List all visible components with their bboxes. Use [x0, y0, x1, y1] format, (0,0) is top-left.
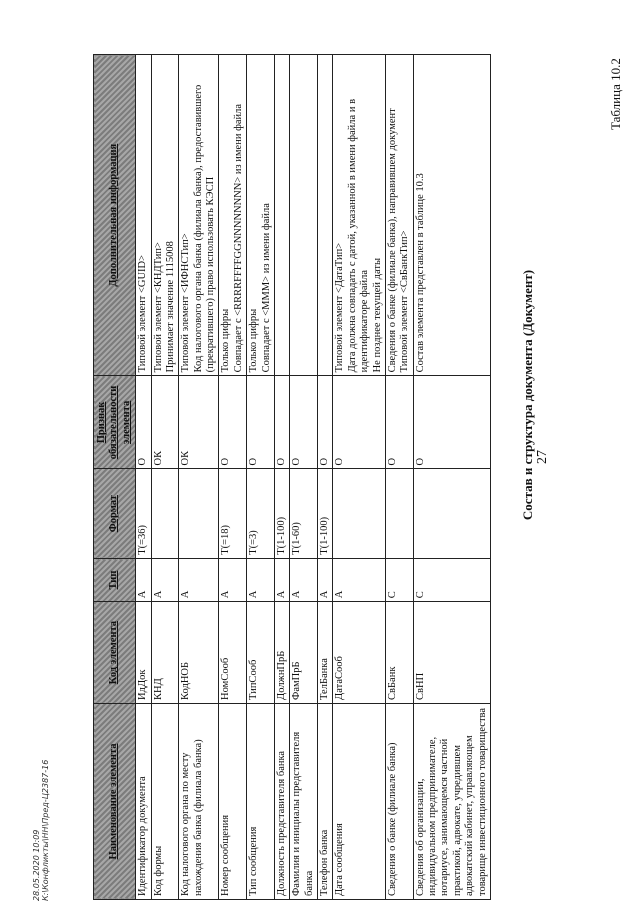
footer-path: К:\Конфликты\НН\Пред-Ц2387-16 [40, 759, 50, 901]
table-header-row [94, 55, 136, 900]
cell-type: А [274, 558, 289, 601]
cell-type: А [151, 558, 179, 601]
table-row [385, 55, 413, 900]
cell-format [413, 469, 490, 558]
cell-format: Т(=3) [247, 469, 275, 558]
cell-info [318, 55, 333, 376]
cell-info: Только цифры Совпадает с <RRRRFFFFGGNNNNNNNN> из имени файла [219, 55, 247, 376]
cell-mandatory: О [290, 376, 318, 469]
cell-code: ТелБанка [318, 602, 333, 704]
header-format: Формат [94, 469, 136, 558]
cell-format [179, 469, 219, 558]
cell-type: А [179, 558, 219, 601]
page-number: 27 [535, 450, 550, 464]
header-type: Тип [94, 558, 136, 601]
cell-code: ИдДок [136, 602, 151, 704]
cell-mandatory: О [247, 376, 275, 469]
table-title: Состав и структура документа (Документ) [520, 269, 535, 521]
cell-mandatory: ОК [179, 376, 219, 469]
cell-type: А [247, 558, 275, 601]
table-row [151, 55, 179, 900]
cell-code: СвНП [413, 602, 490, 704]
cell-name: Сведения об организации, индивидуальном предпринимателе, нотариусе, занимающемся частной практикой, адвокате, учредившем адвокатский кабинет, управляющем товарище инвестиционного товарищества [413, 703, 490, 899]
cell-mandatory: ОК [151, 376, 179, 469]
table-row [318, 55, 333, 900]
cell-info: Типовой элемент <КНДТип> Принимает значение 1115008 [151, 55, 179, 376]
cell-info: Состав элемента представлен в таблице 10.3 [413, 55, 490, 376]
table-row [247, 55, 275, 900]
table-label: Таблица 10.2 [608, 58, 623, 130]
cell-code: ФамПрБ [290, 602, 318, 704]
cell-format: Т(=18) [219, 469, 247, 558]
cell-format [333, 469, 386, 558]
cell-mandatory: О [333, 376, 386, 469]
table-row [290, 55, 318, 900]
table-row [136, 55, 151, 900]
cell-mandatory: О [219, 376, 247, 469]
header-mandatory: Признак обязательности элемента [94, 376, 136, 469]
cell-type: А [290, 558, 318, 601]
cell-name: Фамилия и инициалы представителя банка [290, 703, 318, 899]
cell-type: А [318, 558, 333, 601]
cell-mandatory: О [136, 376, 151, 469]
footer-stamp [33, 760, 51, 901]
cell-format [151, 469, 179, 558]
header-name: Наименование элемента [94, 703, 136, 899]
cell-code: КодНОБ [179, 602, 219, 704]
cell-name: Номер сообщения [219, 703, 247, 899]
footer-date: 28.05.2020 10:09 [32, 829, 41, 901]
cell-type: С [385, 558, 413, 601]
cell-code: ДолжнПрБ [274, 602, 289, 704]
table-row [413, 55, 490, 900]
cell-format: Т(1-100) [318, 469, 333, 558]
cell-name: Идентификатор документа [136, 703, 151, 899]
cell-info: Сведения о банке (филиале банка), направившем документ Типовой элемент <СвБанкТип> [385, 55, 413, 376]
cell-type: А [136, 558, 151, 601]
cell-type: А [333, 558, 386, 601]
table-row [274, 55, 289, 900]
cell-name: Дата сообщения [333, 703, 386, 899]
cell-name: Код налогового органа по месту нахождения банка (филиала банка) [179, 703, 219, 899]
cell-name: Телефон банка [318, 703, 333, 899]
cell-type: С [413, 558, 490, 601]
cell-mandatory: О [413, 376, 490, 469]
cell-format: Т(1-100) [274, 469, 289, 558]
cell-info: Типовой элемент <ИФНСТип> Код налогового органа банка (филиала банка), предоставившего (прекратившего) право использовать КЭСП [179, 55, 219, 376]
header-info: Дополнительная информация [94, 55, 136, 376]
table-row [179, 55, 219, 900]
cell-format [385, 469, 413, 558]
cell-info: Типовой элемент <GUID> [136, 55, 151, 376]
cell-type: А [219, 558, 247, 601]
table-row [333, 55, 386, 900]
cell-code: ТипСооб [247, 602, 275, 704]
cell-code: НомСооб [219, 602, 247, 704]
header-code: Код элемента [94, 602, 136, 704]
cell-name: Сведения о банке (филиале банка) [385, 703, 413, 899]
table-row [219, 55, 247, 900]
cell-format: Т(1-60) [290, 469, 318, 558]
cell-info: Только цифры Совпадает с <MMM> из имени файла [247, 55, 275, 376]
cell-name: Код формы [151, 703, 179, 899]
cell-code: СвБанк [385, 602, 413, 704]
cell-mandatory: О [385, 376, 413, 469]
cell-mandatory: О [318, 376, 333, 469]
cell-info: Типовой элемент <ДатаТип> Дата должна совпадать с датой, указанной в имени файла и в идентификаторе файла Не позднее текущей даты [333, 55, 386, 376]
cell-name: Должность представителя банка [274, 703, 289, 899]
cell-info [274, 55, 289, 376]
cell-code: ДатаСооб [333, 602, 386, 704]
cell-name: Тип сообщения [247, 703, 275, 899]
document-structure-table [93, 54, 491, 900]
cell-mandatory: О [274, 376, 289, 469]
cell-format: Т(=36) [136, 469, 151, 558]
cell-info [290, 55, 318, 376]
cell-code: КНД [151, 602, 179, 704]
